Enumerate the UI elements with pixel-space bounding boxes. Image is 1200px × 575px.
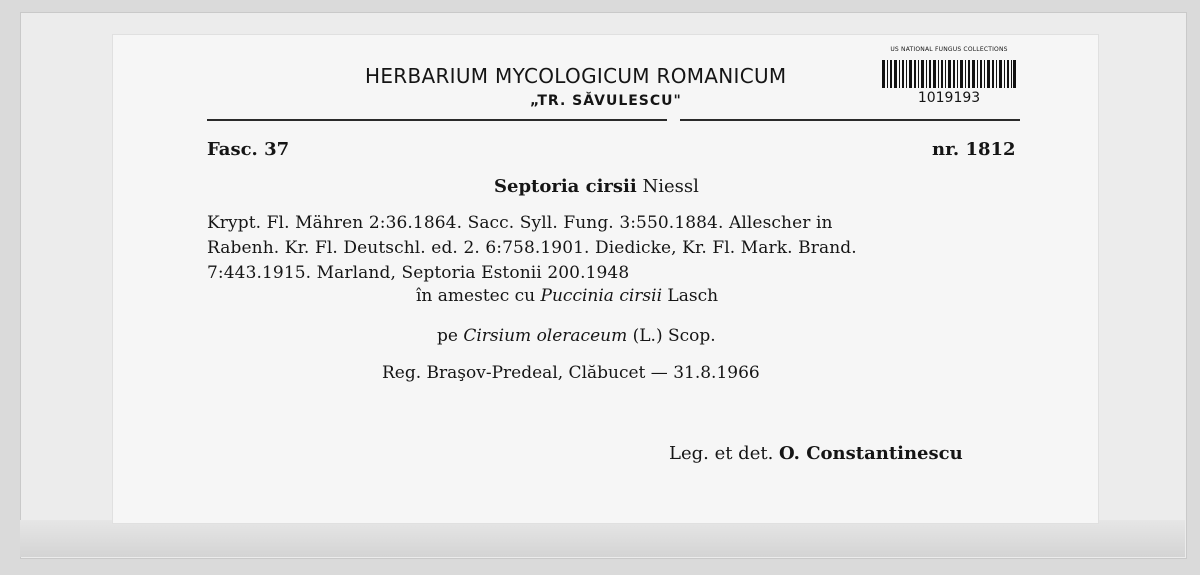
reference-line: Krypt. Fl. Mähren 2:36.1864. Sacc. Syll. Fung. 3:550.1884. Allescher in	[207, 213, 833, 233]
species-name: Septoria cirsii	[494, 176, 637, 197]
mixture-line	[416, 286, 718, 306]
barcode-number: 1019193	[917, 90, 981, 106]
host-prefix: pe	[437, 326, 458, 346]
herbarium-subtitle: „TR. SĂVULESCU"	[530, 93, 682, 109]
collector-line	[669, 443, 963, 464]
header-rule-right	[680, 119, 1020, 121]
mixture-prefix: în amestec cu	[416, 286, 536, 306]
locality-line: Reg. Braşov-Predeal, Clăbucet — 31.8.1966	[382, 363, 760, 383]
specimen-number: nr. 1812	[932, 139, 1016, 160]
header-rule-left	[207, 119, 667, 121]
host-species: Cirsium oleraceum	[463, 326, 628, 346]
barcode-label	[878, 46, 1020, 114]
envelope-flap-shadow	[20, 520, 1185, 557]
collector-name: O. Constantinescu	[779, 443, 963, 464]
reference-line: Rabenh. Kr. Fl. Deutschl. ed. 2. 6:758.1901. Diedicke, Kr. Fl. Mark. Brand.	[207, 238, 857, 258]
species-title	[494, 176, 699, 197]
host-author: (L.) Scop.	[632, 326, 716, 346]
mixture-author: Lasch	[667, 286, 719, 306]
herbarium-name: HERBARIUM MYCOLOGICUM ROMANICUM	[365, 64, 787, 88]
collector-prefix: Leg. et det.	[669, 443, 774, 464]
mixture-species: Puccinia cirsii	[540, 286, 663, 306]
reference-line: 7:443.1915. Marland, Septoria Estonii 200.1948	[207, 263, 630, 283]
species-author: Niessl	[642, 176, 699, 197]
barcode-icon	[882, 60, 1016, 88]
fascicle-number: Fasc. 37	[207, 139, 290, 160]
host-line	[437, 326, 716, 346]
barcode-caption: US NATIONAL FUNGUS COLLECTIONS	[890, 46, 1008, 53]
